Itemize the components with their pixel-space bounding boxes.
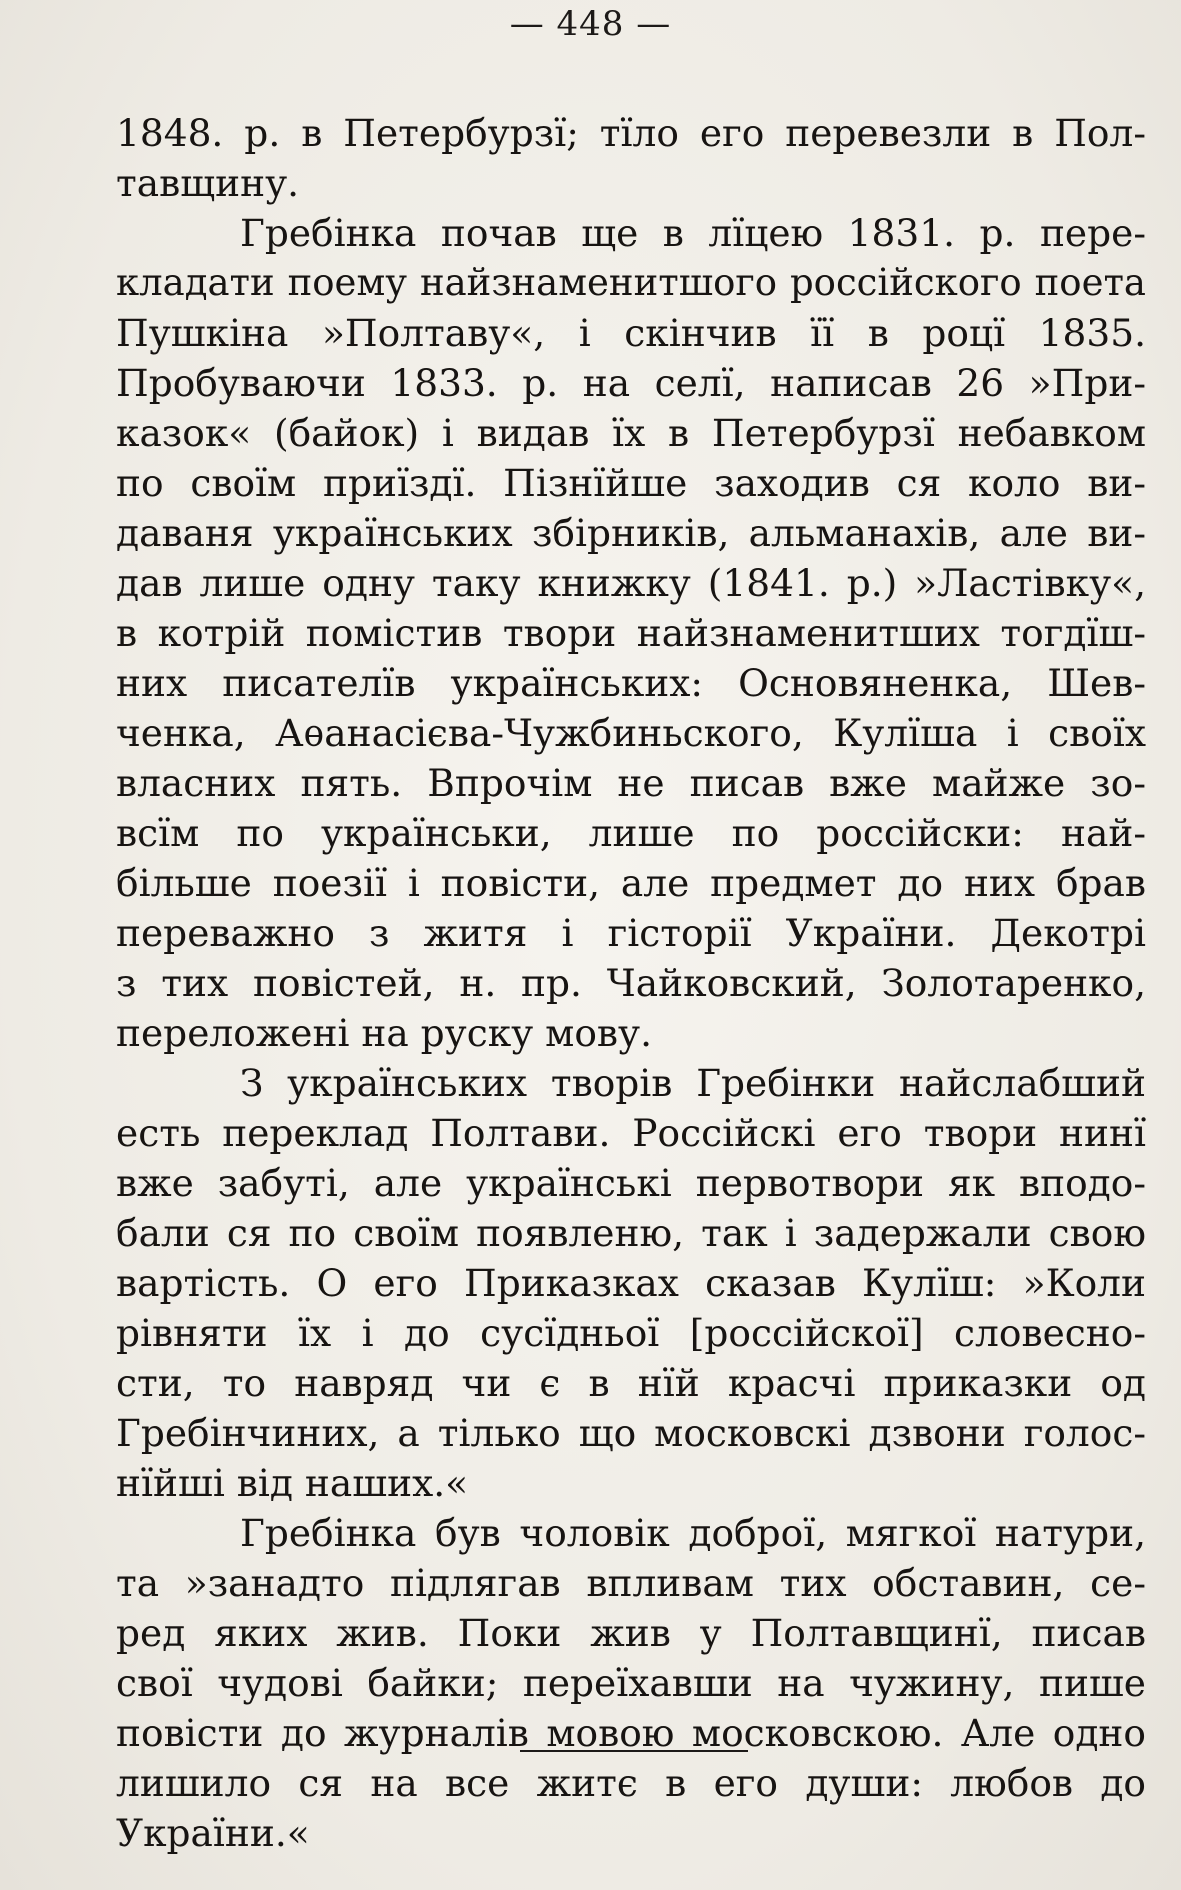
text-line: казок« (байок) і видав їх в Петербурзї небавком bbox=[116, 411, 1146, 455]
text-line: лишило ся на все житє в его души: любов до bbox=[116, 1761, 1146, 1805]
text-line: рівняти їх і до сусїдньої [россійскої] словесно- bbox=[116, 1311, 1146, 1355]
text-line: України.« bbox=[116, 1811, 310, 1855]
text-line: повісти до журналів мовою московскою. Але одно bbox=[116, 1711, 1146, 1755]
page-number: — 448 — bbox=[509, 4, 672, 44]
text-line: Пробуваючи 1833. р. на селї, написав 26 »При- bbox=[116, 361, 1146, 405]
text-line: Гребінчиних, а тілько що московскі дзвони голос- bbox=[116, 1411, 1146, 1455]
text-line: більше поезії і повісти, але предмет до них брав bbox=[116, 861, 1146, 905]
text-line: та »занадто підлягав впливам тих обставин, се- bbox=[116, 1561, 1146, 1605]
text-line: власних пять. Впрочім не писав вже майже зо- bbox=[116, 761, 1146, 805]
text-line: Гребінка почав ще в лїцею 1831. р. пере- bbox=[240, 211, 1146, 255]
body-text bbox=[116, 108, 1146, 1858]
text-line: нїйші від наших.« bbox=[116, 1461, 469, 1505]
text-line: тавщину. bbox=[116, 161, 300, 205]
text-line: Гребінка був чоловік доброї, мягкої натури, bbox=[240, 1511, 1146, 1555]
text-line: переважно з житя і гісторії України. Декотрі bbox=[116, 911, 1146, 955]
text-line: свої чудові байки; переїхавши на чужину, пише bbox=[116, 1661, 1146, 1705]
text-line: в котрій помістив твори найзнаменитших тогдїш- bbox=[116, 611, 1146, 655]
end-rule bbox=[520, 1750, 748, 1752]
text-line: них писателїв українських: Основяненка, Шев- bbox=[116, 661, 1146, 705]
text-line: ред яких жив. Поки жив у Полтавщинї, писав bbox=[116, 1611, 1146, 1655]
text-line: 1848. р. в Петербурзї; тїло его перевезли в Пол- bbox=[116, 111, 1146, 155]
text-line: переложені на руску мову. bbox=[116, 1011, 652, 1055]
text-line: вже забуті, але українські первотвори як вподо- bbox=[116, 1161, 1146, 1205]
text-line: по своїм приїздї. Пізнїйше заходив ся коло ви- bbox=[116, 461, 1146, 505]
text-line: всїм по українськи, лише по россійски: най- bbox=[116, 811, 1146, 855]
text-line: кладати поему найзнаменитшого россійского поета bbox=[116, 261, 1146, 304]
text-line: з тих повістей, н. пр. Чайковский, Золотаренко, bbox=[116, 961, 1146, 1005]
text-line: ченка, Аѳанасієва-Чужбиньского, Кулїша і своїх bbox=[116, 711, 1146, 755]
text-line: есть переклад Полтави. Россійскі его твори нинї bbox=[116, 1111, 1146, 1155]
text-line: З українських творів Гребінки найслабший bbox=[240, 1061, 1146, 1105]
text-line: сти, то навряд чи є в нїй красчі приказки од bbox=[116, 1361, 1146, 1405]
text-line: дав лише одну таку книжку (1841. р.) »Ластівку«, bbox=[116, 561, 1146, 605]
text-line: даваня українських збірників, альманахів, але ви- bbox=[116, 511, 1146, 555]
text-line: бали ся по своїм появленю, так і задержали свою bbox=[116, 1211, 1146, 1255]
text-line: Пушкіна »Полтаву«, і скінчив її в роцї 1835. bbox=[116, 311, 1146, 355]
text-line: вартість. О его Приказках сказав Кулїш: »Коли bbox=[116, 1261, 1146, 1305]
